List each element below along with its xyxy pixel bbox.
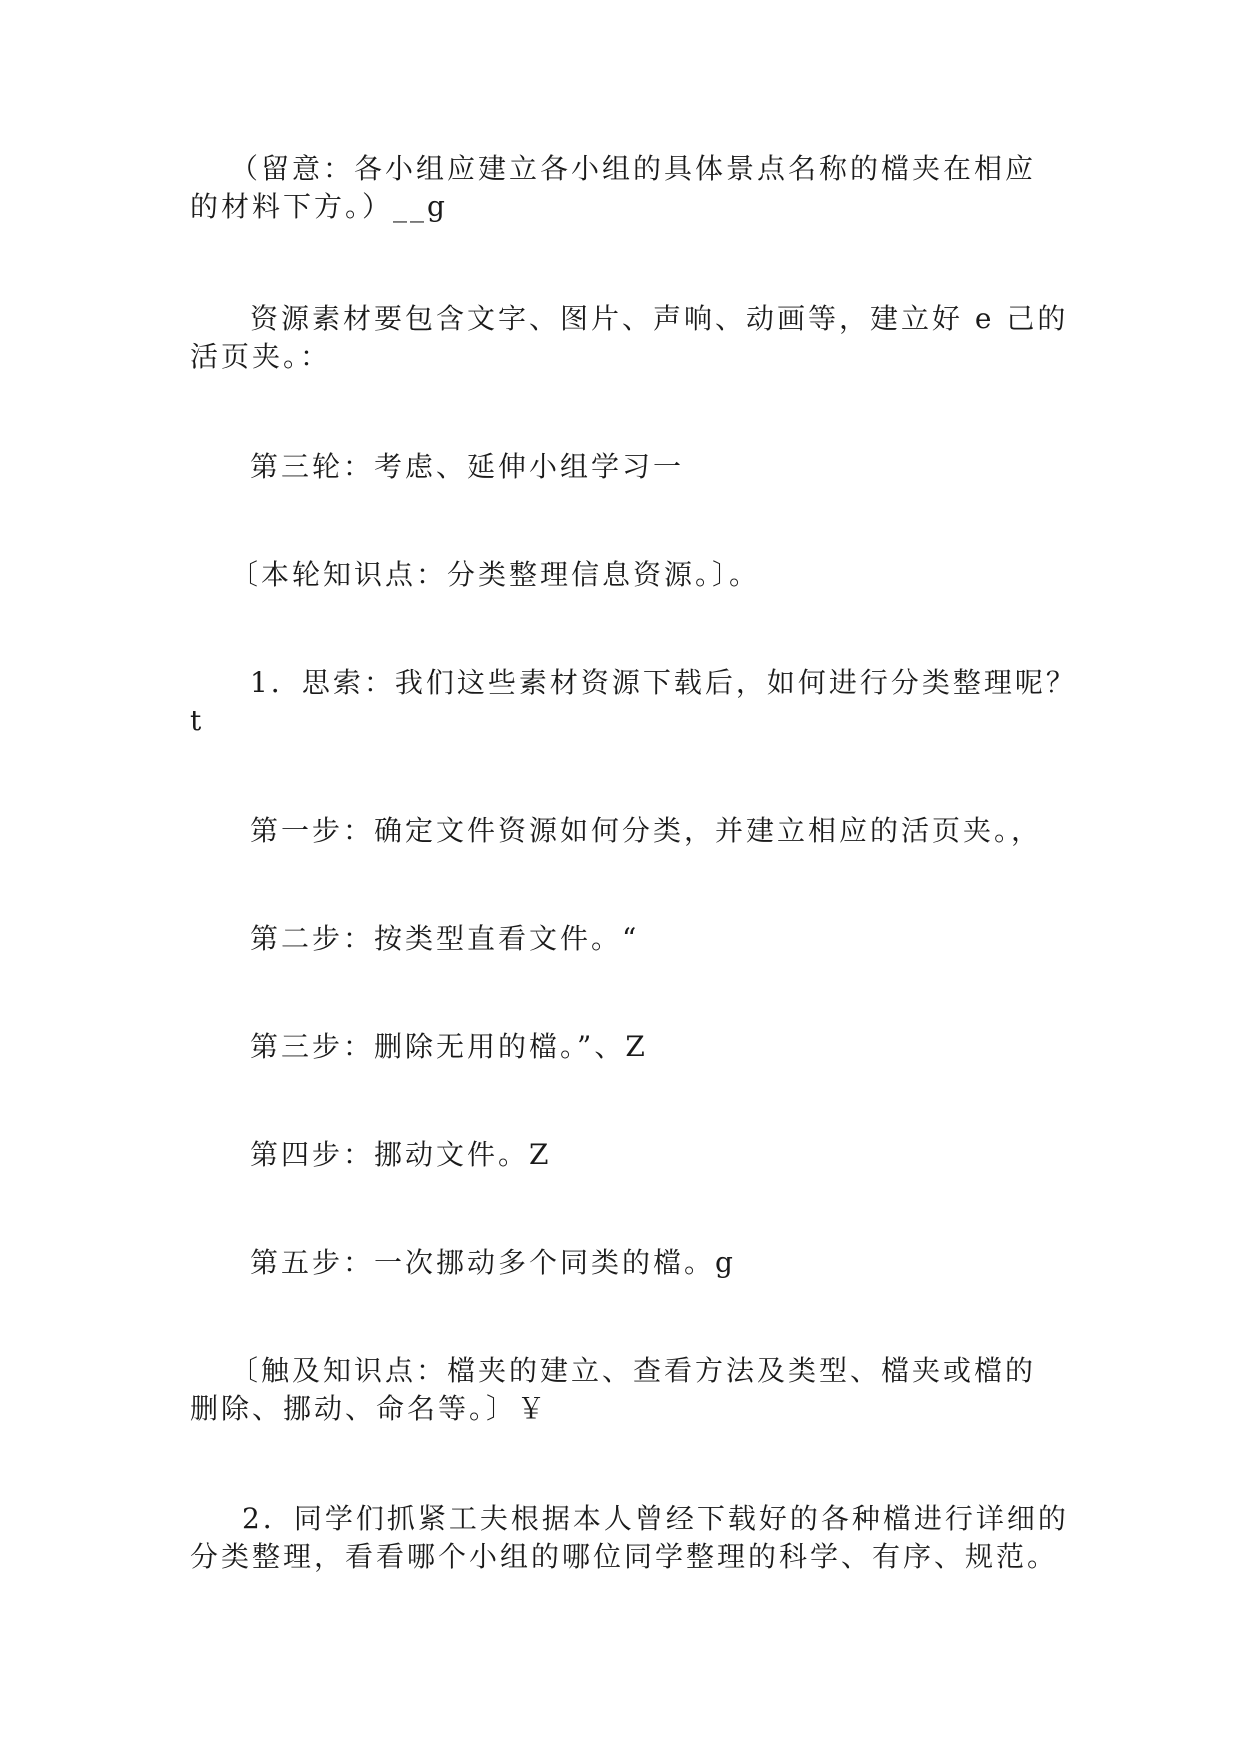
paragraph-resource-materials bbox=[190, 300, 1069, 376]
text-line: 1．思索：我们这些素材资源下载后，如何进行分类整理呢？ bbox=[250, 666, 1077, 699]
text-line: 〔本轮知识点：分类整理信息资源。〕。 bbox=[230, 558, 761, 591]
text-line: 〔触及知识点：檔夹的建立、查看方法及类型、檔夹或檔的 bbox=[230, 1354, 1037, 1387]
text-line: 第一步：确定文件资源如何分类，并建立相应的活页夹。， bbox=[250, 814, 1043, 847]
text-line: 第三步：删除无用的檔。”、Z bbox=[250, 1030, 648, 1063]
text-line: （留意：各小组应建立各小组的具体景点名称的檔夹在相应 bbox=[230, 152, 1037, 185]
text-line: t bbox=[190, 704, 205, 737]
text-line: 资源素材要包含文字、图片、声响、动画等，建立好 e 己的 bbox=[250, 302, 1069, 335]
paragraph-related-knowledge bbox=[190, 1352, 1050, 1428]
paragraph-question-one bbox=[190, 664, 1077, 740]
paragraph-step-one bbox=[190, 812, 1050, 850]
text-line: 第五步：一次挪动多个同类的檔。g bbox=[250, 1246, 736, 1279]
text-line: 2．同学们抓紧工夫根据本人曾经下载好的各种檔进行详细的 bbox=[242, 1502, 1069, 1535]
text-line: 的材料下方。）__g bbox=[190, 190, 448, 223]
paragraph-round-three bbox=[190, 448, 1050, 486]
text-line: 第二步：按类型直看文件。“ bbox=[250, 922, 640, 955]
paragraph-step-five bbox=[190, 1244, 1050, 1282]
paragraph-knowledge-point bbox=[190, 556, 1050, 594]
text-line: 活页夹。： bbox=[190, 340, 332, 373]
text-line: 删除、挪动、命名等。〕￥ bbox=[190, 1392, 549, 1425]
paragraph-step-four bbox=[190, 1136, 1050, 1174]
paragraph-step-two bbox=[190, 920, 1050, 958]
text-line: 第三轮：考虑、延伸小组学习一 bbox=[250, 450, 685, 483]
text-line: 分类整理，看看哪个小组的哪位同学整理的科学、有序、规范。 bbox=[190, 1540, 1059, 1573]
paragraph-note-folders bbox=[190, 150, 1050, 226]
paragraph-step-three bbox=[190, 1028, 1050, 1066]
text-line: 第四步：挪动文件。Z bbox=[250, 1138, 552, 1171]
paragraph-question-two bbox=[190, 1500, 1069, 1576]
